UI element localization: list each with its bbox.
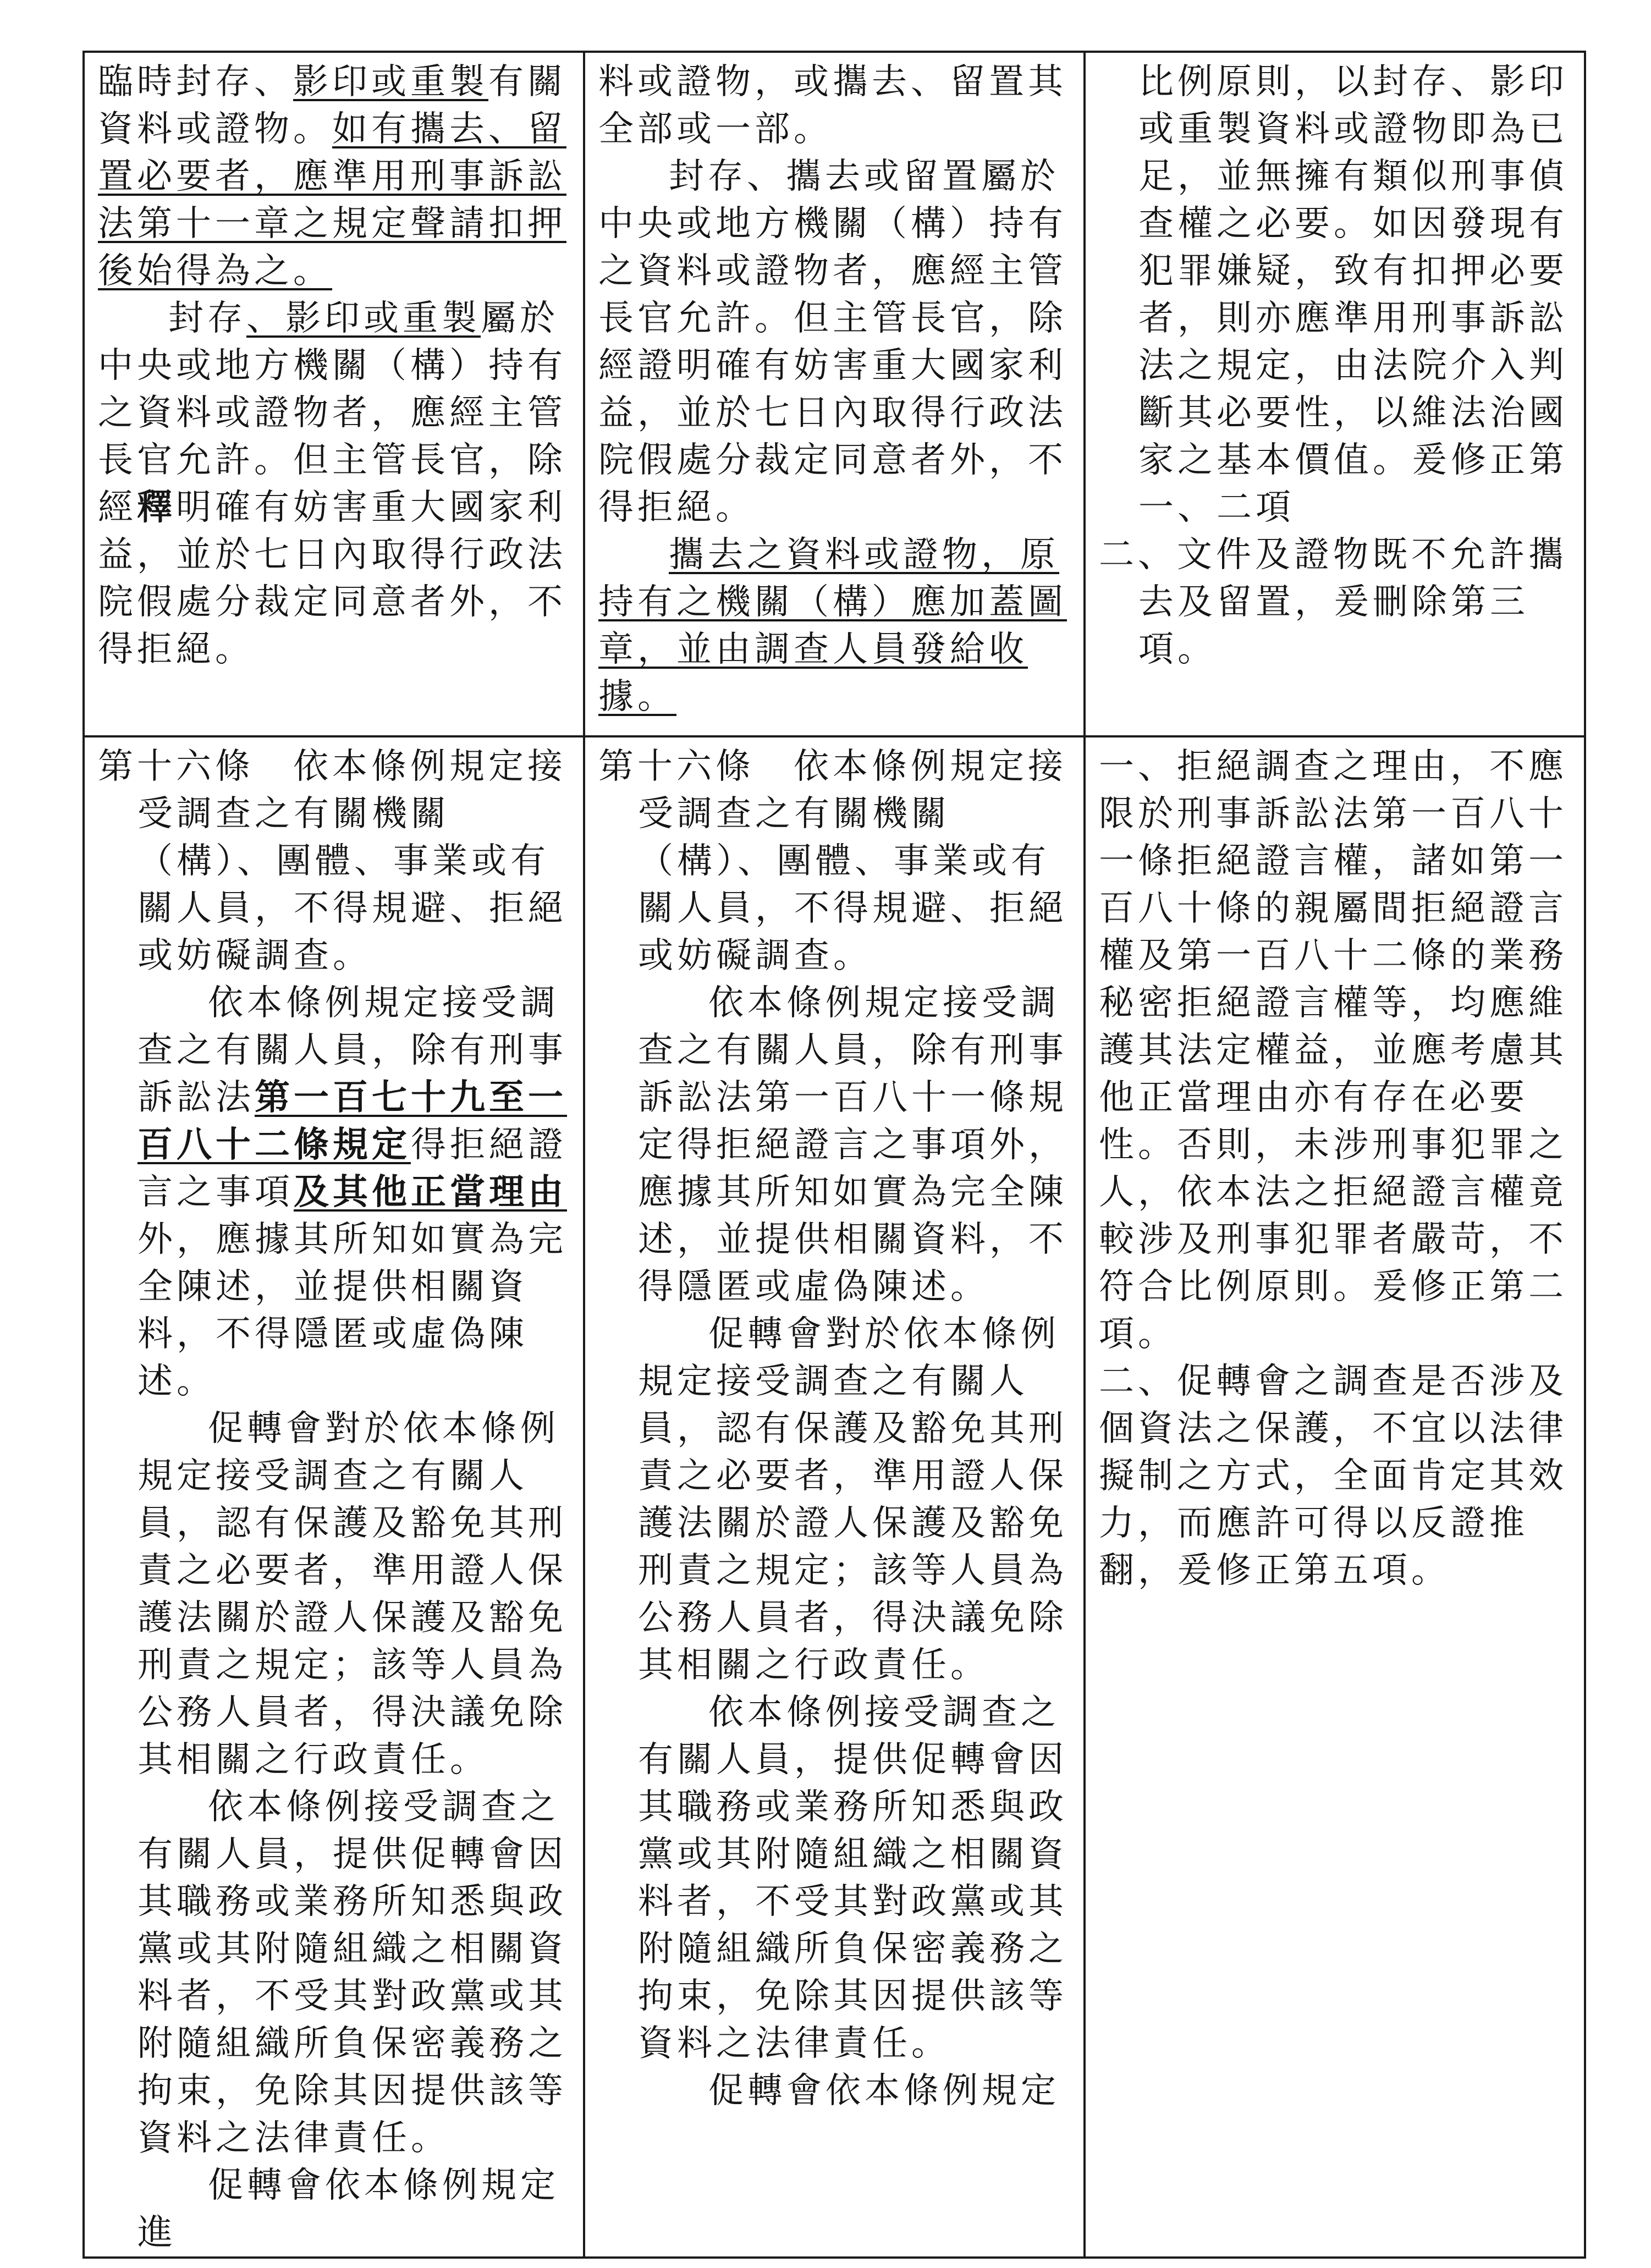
paragraph: 促轉會依本條例規定進 bbox=[137, 2165, 559, 2253]
current-text-cell bbox=[584, 736, 1085, 2258]
table-row bbox=[84, 52, 1585, 736]
text-run: 依本條例規定接受調查之有關人員，除有刑事訴訟法 bbox=[137, 983, 567, 1118]
text-run: 臨時封存、 bbox=[98, 62, 293, 102]
paragraph: 促轉會對於依本條例規定接受調查之有關人員，認有保護及豁免其刑責之必要者，準用證人保護法關於證人保護及豁免刑責之規定；該等人員為公務人員者，得決議免除其相關之行政責任。 bbox=[137, 1408, 567, 1780]
text-run: 屬於中央或地方機關（構）持有之資料或證物者，應經主管長官允許。但主管長官，除經 bbox=[98, 298, 566, 528]
cell-content bbox=[85, 53, 583, 735]
cell-content bbox=[1086, 737, 1584, 2256]
underlined-text: 影印或重製 bbox=[293, 62, 488, 102]
explanation-cell bbox=[1085, 736, 1585, 2258]
paragraph: 二、促轉會之調查是否涉及個資法之保護，不宜以法律擬制之方式，全面肯定其效力，而應許可得以反證推翻，爰修正第五項。 bbox=[1099, 1361, 1567, 1591]
amended-text-cell bbox=[84, 736, 584, 2258]
article-heading-paragraph: 第十六條 依本條例規定接受調查之有關機關（構）、團體、事業或有關人員，不得規避、拒絕或妨礙調查。 bbox=[98, 746, 567, 976]
paragraph: 二、文件及證物既不允許攜去及留置，爰刪除第三項。 bbox=[1099, 535, 1567, 670]
underlined-bold-text: 第一百七十九至一百八十二條規定 bbox=[137, 1077, 567, 1165]
underlined-text: 、影印或重製 bbox=[246, 298, 481, 339]
paragraph: 依本條例接受調查之有關人員，提供促轉會因其職務或業務所知悉與政黨或其附隨組織之相關資料者，不受其對政黨或其附隨組織所負保密義務之拘束，免除其因提供該等資料之法律責任。 bbox=[137, 1787, 567, 2159]
amended-text-cell bbox=[84, 52, 584, 736]
cell-content bbox=[1086, 53, 1584, 735]
text-run: 得拒絕證言之事項 bbox=[137, 1125, 567, 1213]
text-run: 外，應據其所知如實為完全陳述，並提供相關資料，不得隱匿或虛偽陳述。 bbox=[137, 1219, 567, 1402]
paragraph: 封存、攜去或留置屬於中央或地方機關（構）持有之資料或證物者，應經主管長官允許。但主管長官，除經證明確有妨害重大國家利益，並於七日內取得行政法院假處分裁定同意者外，不得拒絕。 bbox=[598, 156, 1067, 528]
paragraph bbox=[98, 979, 575, 1405]
paragraph bbox=[98, 58, 575, 295]
paragraph: 促轉會對於依本條例規定接受調查之有關人員，認有保護及豁免其刑責之必要者，準用證人保護法關於證人保護及豁免刑責之規定；該等人員為公務人員者，得決議免除其相關之行政責任。 bbox=[638, 1314, 1067, 1686]
paragraph: 比例原則，以封存、影印或重製資料或證物即為已足，並無擁有類似刑事偵查權之必要。如因發現有犯罪嫌疑，致有扣押必要者，則亦應準用刑事訴訟法之規定，由法院介入判斷其必要性，以維法治國家之基本價值。爰修正第一、二項 bbox=[1138, 62, 1568, 528]
paragraph bbox=[598, 531, 1076, 720]
cell-content bbox=[85, 737, 583, 2256]
comparison-table bbox=[82, 51, 1586, 2259]
paragraph: 料或證物，或攜去、留置其全部或一部。 bbox=[598, 62, 1067, 150]
text-run: 明確有妨害重大國家利益，並於七日內取得行政法院假處分裁定同意者外，不得拒絕。 bbox=[98, 487, 566, 670]
paragraph: 一、拒絕調查之理由，不應限於刑事訴訟法第一百八十一條拒絕證言權，諸如第一百八十條的親屬間拒絕證言權及第一百八十二條的業務秘密拒絕證言權等，均應維護其法定權益，並應考慮其他正當理由亦有存在必要性。否則，未涉刑事犯罪之人，依本法之拒絕證言權竟較涉及刑事犯罪者嚴苛，不符合比例原則。爰修正第二項。 bbox=[1099, 746, 1567, 1355]
explanation-cell bbox=[1085, 52, 1585, 736]
paragraph: 依本條例規定接受調查之有關人員，除有刑事訴訟法第一百八十一條規定得拒絕證言之事項外，應據其所知如實為完全陳述，並提供相關資料，不得隱匿或虛偽陳述。 bbox=[638, 983, 1067, 1307]
cell-content bbox=[585, 737, 1083, 2256]
text-run: 有關資料或證物。 bbox=[98, 62, 566, 150]
underlined-text: 攜去之資料或證物，原持有之機關（構）應加蓋圖章，並由調查人員發給收據。 bbox=[598, 535, 1067, 717]
bold-text: 釋 bbox=[137, 487, 176, 528]
article-heading-paragraph: 第十六條 依本條例規定接受調查之有關機關（構）、團體、事業或有關人員，不得規避、拒絕或妨礙調查。 bbox=[598, 746, 1067, 976]
underlined-bold-text: 及其他正當理由 bbox=[294, 1171, 567, 1213]
paragraph: 依本條例接受調查之有關人員，提供促轉會因其職務或業務所知悉與政黨或其附隨組織之相關資料者，不受其對政黨或其附隨組織所負保密義務之拘束，免除其因提供該等資料之法律責任。 bbox=[638, 1692, 1067, 2064]
paragraph bbox=[98, 295, 575, 673]
underlined-text: 如有攜去、留置必要者，應準用刑事訴訟法第十一章之規定聲請扣押後始得為之。 bbox=[98, 109, 566, 291]
table-row bbox=[84, 736, 1585, 2258]
text-run: 封存 bbox=[168, 298, 246, 339]
paragraph: 促轉會依本條例規定 bbox=[708, 2071, 1060, 2111]
current-text-cell bbox=[584, 52, 1085, 736]
cell-content bbox=[585, 53, 1083, 735]
